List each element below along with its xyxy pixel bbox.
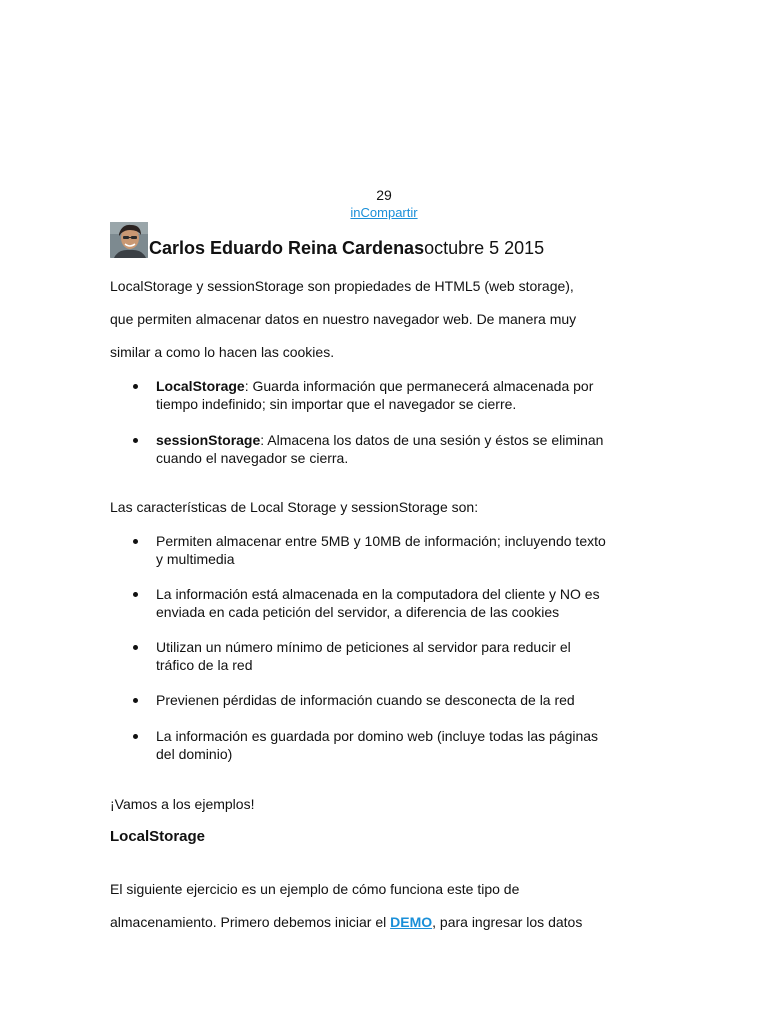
examples-intro: ¡Vamos a los ejemplos!	[110, 796, 255, 812]
list-item	[131, 585, 661, 621]
storage-description-cont: cuando el navegador se cierra.	[156, 450, 349, 466]
author-line	[110, 220, 544, 258]
storage-description: : Guarda información que permanecerá almacenada por	[244, 378, 594, 394]
section-heading: LocalStorage	[110, 828, 206, 845]
feature-text-cont: del dominio)	[156, 746, 233, 762]
feature-text: Utilizan un número mínimo de peticiones al servidor para reducir el	[156, 639, 571, 655]
linkedin-share-link[interactable]: inCompartir	[350, 205, 418, 220]
list-item	[131, 638, 661, 674]
section-body-text: almacenamiento. Primero debemos iniciar el	[110, 914, 391, 930]
feature-text: La información es guardada por domino web (incluye todas las páginas	[156, 728, 599, 744]
feature-text-cont: enviada en cada petición del servidor, a diferencia de las cookies	[156, 604, 560, 620]
author-name: Carlos Eduardo Reina Cardenas	[149, 238, 425, 258]
features-intro: Las características de Local Storage y sessionStorage son:	[110, 499, 479, 515]
intro-line-1: LocalStorage y sessionStorage son propiedades de HTML5 (web storage),	[110, 278, 574, 294]
list-item	[131, 727, 661, 763]
demo-link[interactable]: DEMO	[390, 914, 433, 930]
storage-term: sessionStorage	[156, 432, 261, 448]
storage-term: LocalStorage	[156, 378, 245, 394]
avatar-image	[110, 222, 148, 258]
list-item	[131, 532, 661, 568]
list-item	[131, 431, 661, 467]
intro-line-2: que permiten almacenar datos en nuestro navegador web. De manera muy	[110, 311, 577, 327]
section-body-line-2	[110, 913, 582, 931]
storage-description: : Almacena los datos de una sesión y éstos se eliminan	[260, 432, 604, 448]
feature-text: Permiten almacenar entre 5MB y 10MB de información; incluyendo texto	[156, 533, 606, 549]
post-date: octubre 5 2015	[424, 238, 545, 258]
share-link-container	[0, 205, 768, 221]
list-item	[131, 377, 661, 413]
feature-text: La información está almacenada en la computadora del cliente y NO es	[156, 586, 600, 602]
storage-description-cont: tiempo indefinido; sin importar que el navegador se cierre.	[156, 396, 517, 412]
author-avatar	[110, 222, 148, 258]
section-body-text-cont: , para ingresar los datos	[432, 914, 583, 930]
intro-line-3: similar a como lo hacen las cookies.	[110, 344, 335, 360]
features-list	[131, 532, 661, 763]
feature-text-cont: y multimedia	[156, 551, 235, 567]
storage-types-list	[131, 377, 661, 467]
feature-text-cont: tráfico de la red	[156, 657, 253, 673]
share-count: 29	[376, 187, 392, 203]
list-item	[131, 691, 661, 709]
section-body-line-1: El siguiente ejercicio es un ejemplo de cómo funciona este tipo de	[110, 881, 520, 897]
feature-text: Previenen pérdidas de información cuando se desconecta de la red	[156, 692, 575, 708]
